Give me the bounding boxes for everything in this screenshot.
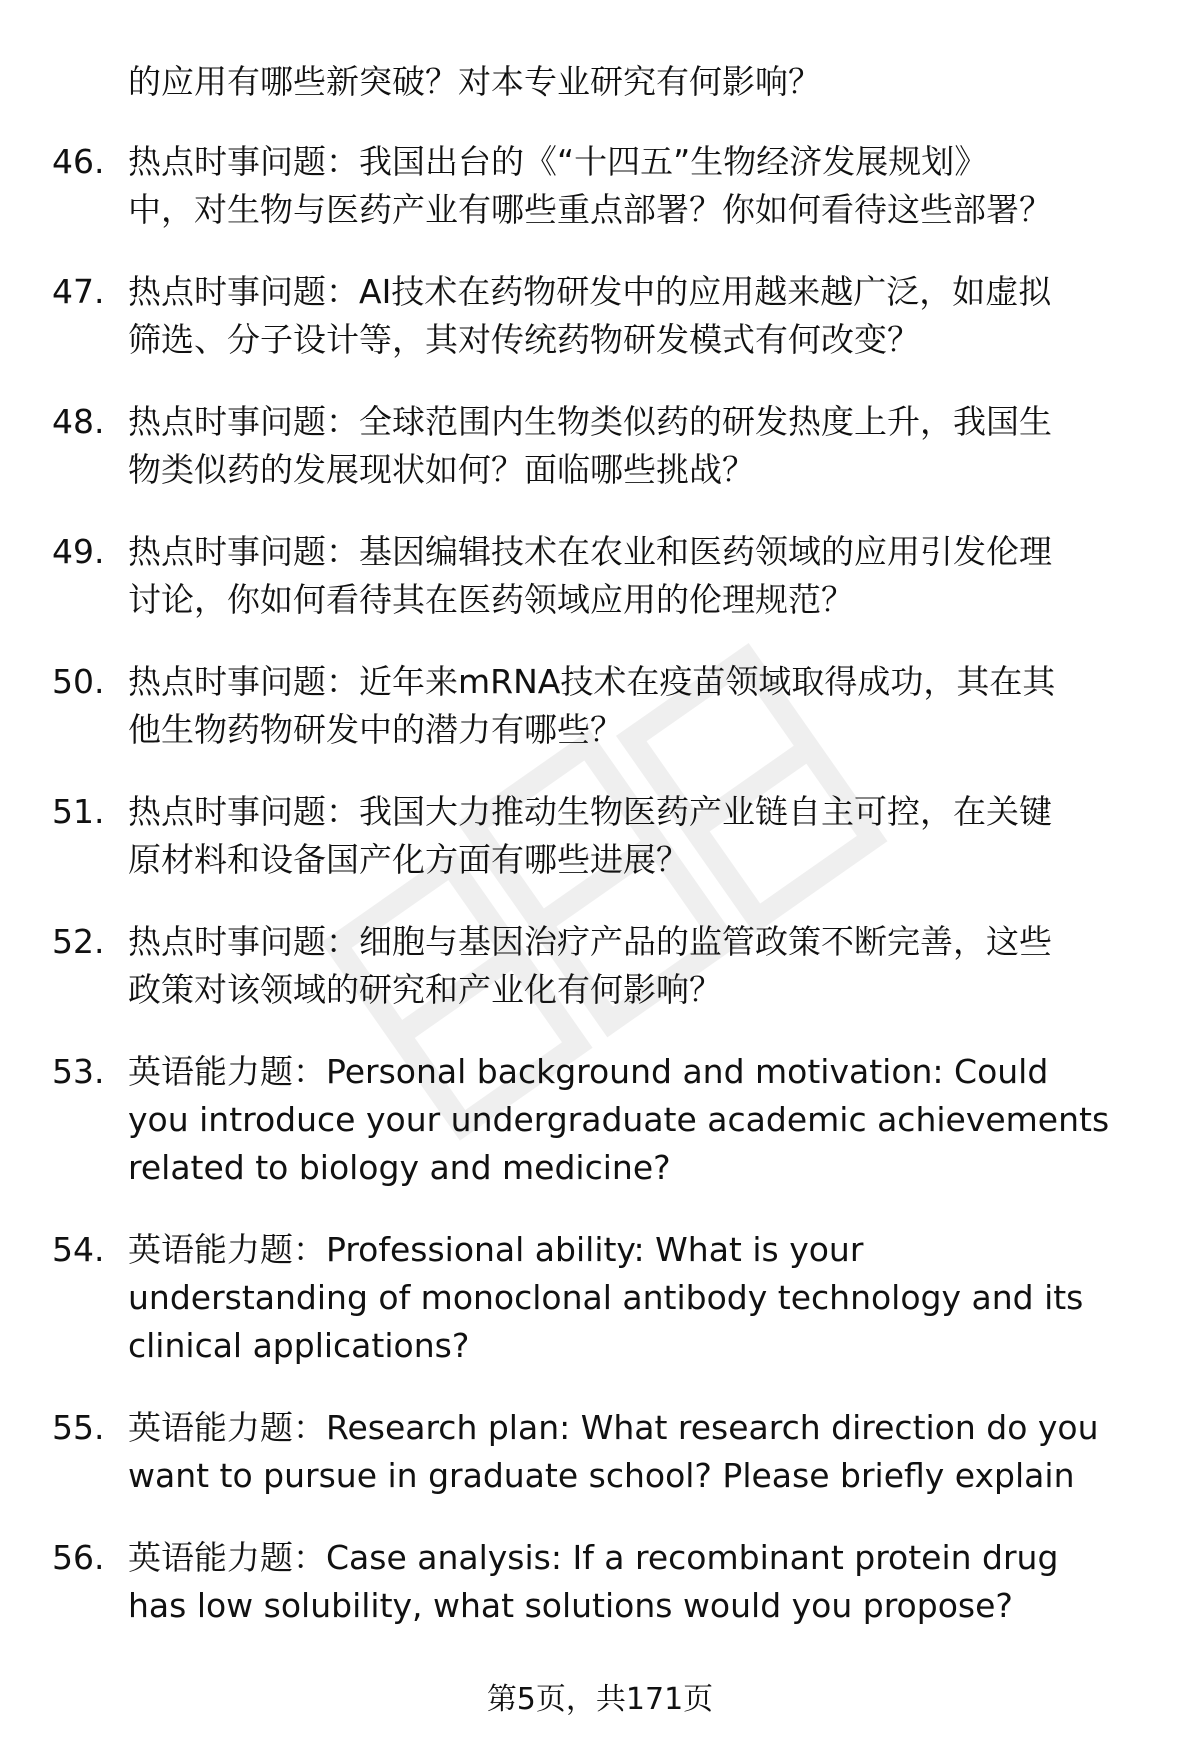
question-text-line: 热点时事问题：我国大力推动生物医药产业链自主可控，在关键: [128, 792, 1052, 831]
question-text: [128, 1534, 1148, 1630]
continuation-text: 的应用有哪些新突破？对本专业研究有何影响？: [128, 62, 821, 101]
question-text-line: 政策对该领域的研究和产业化有何影响？: [128, 970, 722, 1009]
question-number: 56.: [52, 1538, 105, 1577]
question-text: [128, 138, 1148, 234]
question-item: [0, 138, 1200, 234]
question-item: [0, 398, 1200, 494]
question-text-line: 物类似药的发展现状如何？面临哪些挑战？: [128, 450, 755, 489]
question-number: 46.: [52, 142, 105, 181]
question-text-line: 英语能力题：Research plan: What research direction do you: [128, 1408, 1099, 1447]
question-text: [128, 1048, 1148, 1192]
question-text: [128, 268, 1148, 364]
question-item: [0, 1048, 1200, 1192]
question-text-line: 讨论，你如何看待其在医药领域应用的伦理规范？: [128, 580, 854, 619]
question-text: [128, 658, 1148, 754]
question-text-line: 热点时事问题：我国出台的《“十四五”生物经济发展规划》: [128, 142, 988, 181]
question-item: [0, 528, 1200, 624]
question-text-line: 他生物药物研发中的潜力有哪些？: [128, 710, 623, 749]
question-text-line: 原材料和设备国产化方面有哪些进展？: [128, 840, 689, 879]
question-text-line: 筛选、分子设计等，其对传统药物研发模式有何改变？: [128, 320, 920, 359]
question-text-line: has low solubility, what solutions would you propose?: [128, 1586, 1013, 1625]
question-number: 51.: [52, 792, 105, 831]
question-number: 48.: [52, 402, 105, 441]
question-number: 52.: [52, 922, 105, 961]
question-text-line: related to biology and medicine?: [128, 1148, 671, 1187]
question-text-line: 热点时事问题：全球范围内生物类似药的研发热度上升，我国生: [128, 402, 1052, 441]
question-text: [128, 398, 1148, 494]
question-text-line: 热点时事问题：近年来mRNA技术在疫苗领域取得成功，其在其: [128, 662, 1056, 701]
question-text: [128, 1404, 1148, 1500]
question-number: 47.: [52, 272, 105, 311]
question-text-line: clinical applications?: [128, 1326, 470, 1365]
question-number: 55.: [52, 1408, 105, 1447]
question-text-line: 热点时事问题：AI技术在药物研发中的应用越来越广泛，如虚拟: [128, 272, 1052, 311]
question-number: 54.: [52, 1230, 105, 1269]
question-list: [0, 138, 1200, 1664]
question-number: 49.: [52, 532, 105, 571]
question-text-line: 英语能力题：Personal background and motivation: Could: [128, 1052, 1049, 1091]
question-item: [0, 1404, 1200, 1500]
question-text: [128, 1226, 1148, 1370]
question-number: 50.: [52, 662, 105, 701]
question-text-line: 热点时事问题：基因编辑技术在农业和医药领域的应用引发伦理: [128, 532, 1052, 571]
question-text-line: want to pursue in graduate school? Please briefly explain: [128, 1456, 1075, 1495]
question-text-line: 英语能力题：Case analysis: If a recombinant protein drug: [128, 1538, 1059, 1577]
question-text-line: understanding of monoclonal antibody technology and its: [128, 1278, 1084, 1317]
question-item: [0, 1534, 1200, 1630]
question-text-line: 中，对生物与医药产业有哪些重点部署？你如何看待这些部署？: [128, 190, 1052, 229]
question-text-line: you introduce your undergraduate academic achievements: [128, 1100, 1110, 1139]
question-item: [0, 788, 1200, 884]
question-number: 53.: [52, 1052, 105, 1091]
question-item: [0, 918, 1200, 1014]
question-text: [128, 528, 1148, 624]
question-text-line: 英语能力题：Professional ability: What is your: [128, 1230, 864, 1269]
question-item: [0, 1226, 1200, 1370]
question-item: [0, 268, 1200, 364]
question-text-line: 热点时事问题：细胞与基因治疗产品的监管政策不断完善，这些: [128, 922, 1052, 961]
question-item: [0, 658, 1200, 754]
question-text: [128, 788, 1148, 884]
page-footer: 第5页，共171页: [486, 1682, 714, 1717]
question-text: [128, 918, 1148, 1014]
